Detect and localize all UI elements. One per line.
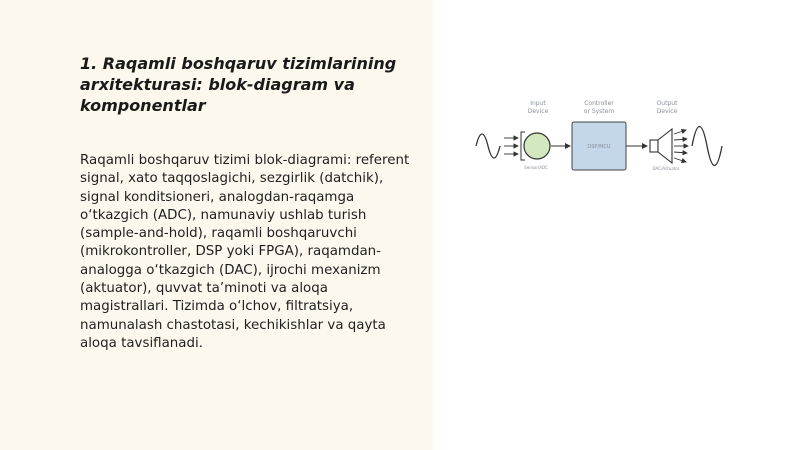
input-sine-wave [476, 134, 500, 158]
slide-title: 1. Raqamli boshqaruv tizimlarining arxitekturasi: blok-diagram va komponentlar [80, 54, 397, 115]
output-device-label-2: Device [656, 108, 678, 115]
block-diagram [470, 96, 730, 178]
output-device-label-1: Output [656, 100, 678, 107]
output-sine-wave [692, 127, 722, 166]
output-device-caption: DAC/Actuator [652, 166, 680, 171]
controller-label-1: Controller [584, 100, 614, 107]
controller-box-label: DSP/MCU [587, 144, 611, 150]
input-arrows [504, 138, 518, 154]
controller-label-2: or System [583, 108, 615, 115]
output-arrows [674, 130, 688, 162]
speaker-icon [650, 129, 672, 163]
slide-body-text: Raqamli boshqaruv tizimi blok-diagrami: referent signal, xato taqqoslagichi, sezgirlik (datchik), signal konditsioneri, analogdan-raqamga o‘tkazgich (ADC), namunaviy ushlab turish (sample-and-hold), raqamli boshqaruvchi (mikrokontroller, DSP yoki FPGA), raqamdan-analogga o‘tkazgich (DAC), ijrochi mexanizm (aktuator), quvvat ta’minoti va aloqa magistrallari. Tizimda o‘lchov, filtratsiya, namunalash chastotasi, kechikishlar va qayta aloqa tavsiflanadi. [80, 153, 410, 351]
input-device-label-1: Input [530, 100, 546, 107]
input-device-label-2: Device [527, 108, 549, 115]
input-device-caption: Sensor/ADC [524, 165, 548, 170]
input-device-circle [524, 133, 550, 159]
